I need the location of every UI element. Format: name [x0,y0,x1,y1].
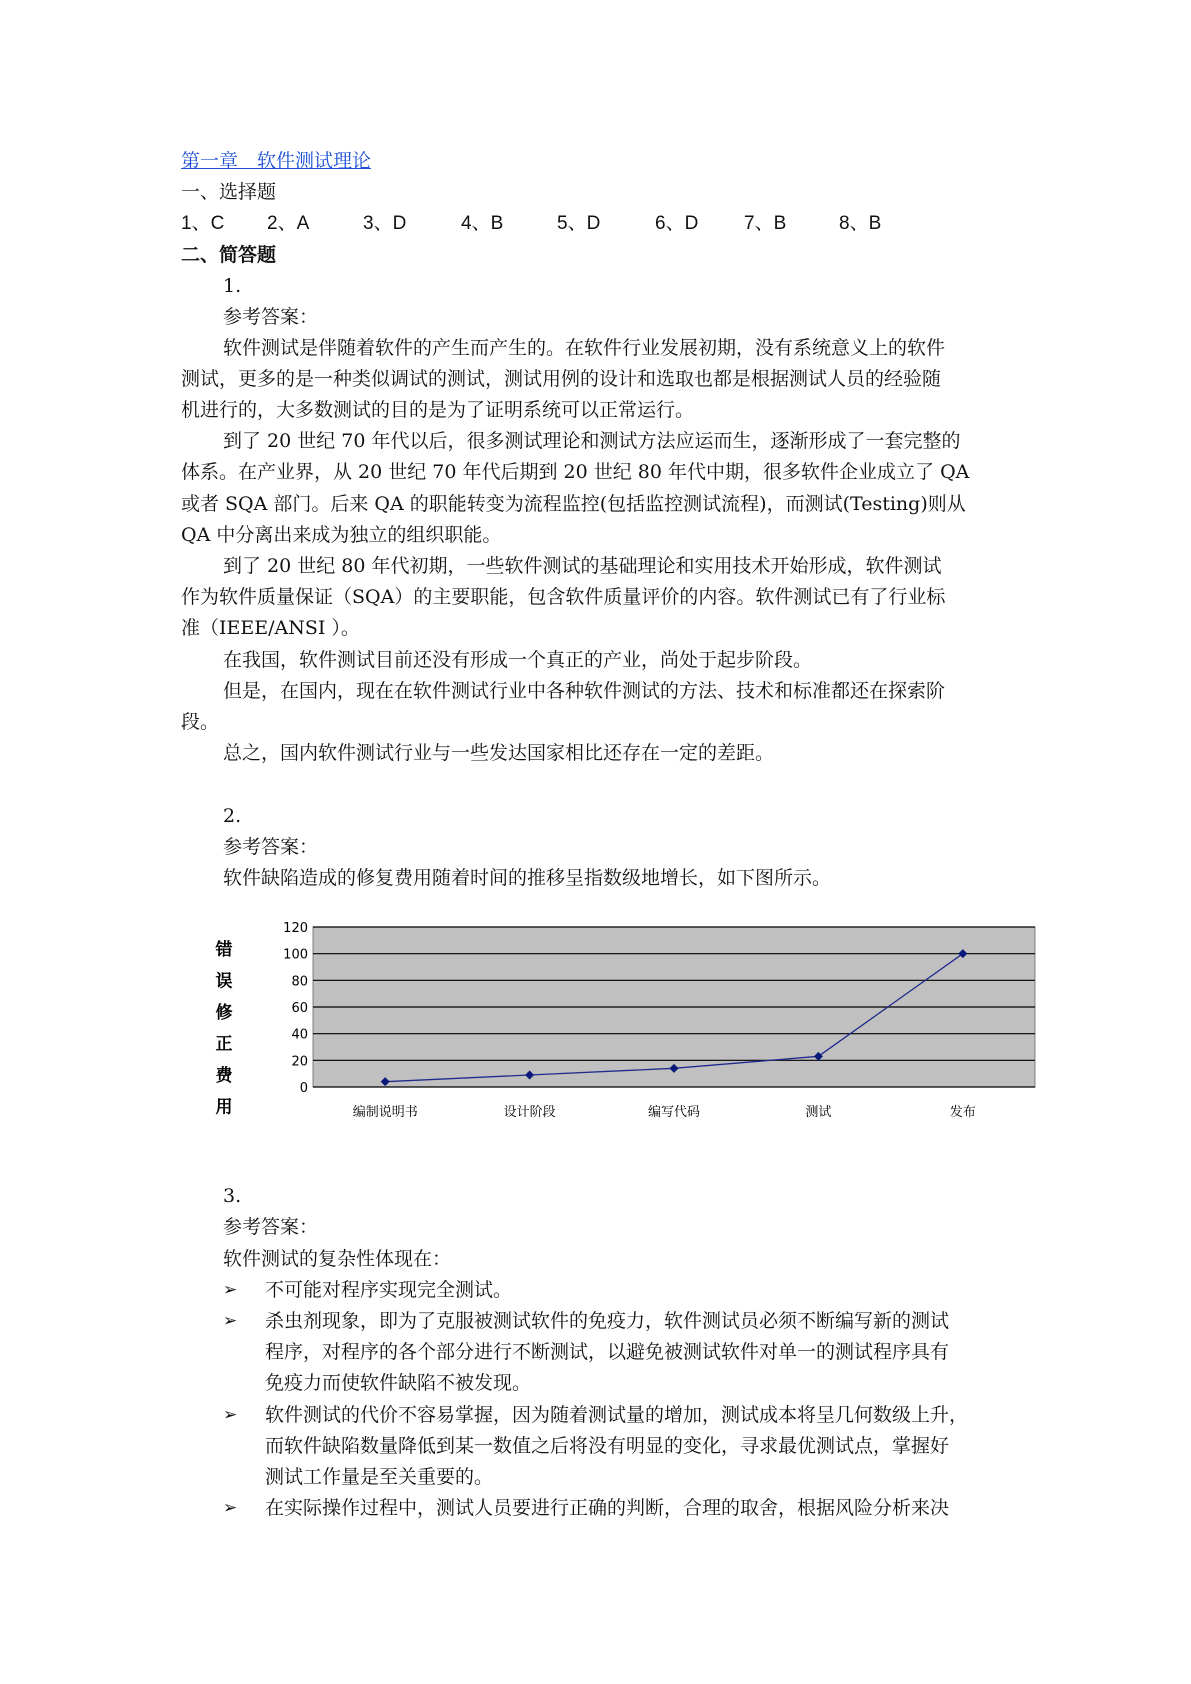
y-axis-label-char: 修 [215,1003,233,1023]
y-tick-label: 40 [291,1027,308,1043]
x-tick-labels [353,1104,976,1120]
q1-line: 作为软件质量保证（SQA）的主要职能，包含软件质量评价的内容。软件测试已有了行业标 [181,586,946,608]
q3-bullet-line: 免疫力而使软件缺陷不被发现。 [265,1372,532,1394]
x-tick-label: 发布 [949,1105,976,1120]
mcq-answer: 2、A [267,213,310,234]
q1-line: 体系。在产业界，从 20 世纪 70 年代后期到 20 世纪 80 年代中期，很多软件企业成立了 QA [181,461,970,483]
q2-number: 2. [223,805,242,827]
arrow-bullet-icon: ➢ [223,1498,238,1518]
mcq-answers-row [181,209,941,239]
y-tick-label: 80 [291,974,308,990]
chapter-title-link[interactable]: 第一章 软件测试理论 [181,150,372,172]
mcq-answer: 6、D [655,213,699,234]
y-tick-label: 0 [299,1081,308,1096]
q3-intro: 软件测试的复杂性体现在： [223,1248,452,1270]
x-tick-label: 编写代码 [647,1105,701,1120]
y-tick-label: 120 [283,921,308,936]
y-axis-label-char: 误 [215,971,233,992]
q2-answer-label: 参考答案： [223,836,319,858]
q1-line: 软件测试是伴随着软件的产生而产生的。在软件行业发展初期，没有系统意义上的软件 [223,337,946,359]
q1-line: 段。 [181,711,220,733]
q2-text: 软件缺陷造成的修复费用随着时间的推移呈指数级地增长，如下图所示。 [223,867,832,889]
mcq-answer: 7、B [744,213,787,234]
q1-line: 准（IEEE/ANSI ）。 [181,617,360,639]
q1-line: 在我国，软件测试目前还没有形成一个真正的产业，尚处于起步阶段。 [223,649,813,671]
y-axis-label [215,939,234,1118]
q3-bullet-line: 测试工作量是至关重要的。 [265,1466,494,1488]
q3-bullet-line: 程序，对程序的各个部分进行不断测试，以避免被测试软件对单一的测试程序具有 [265,1341,950,1363]
q1-line: 测试，更多的是一种类似调试的测试，测试用例的设计和选取也都是根据测试人员的经验随 [181,368,942,390]
y-axis-label-char: 用 [215,1097,233,1118]
y-axis-label-char: 费 [215,1066,233,1086]
q1-number: 1. [223,275,242,297]
arrow-bullet-icon: ➢ [223,1405,238,1425]
arrow-bullet-icon: ➢ [223,1280,238,1300]
q1-line: 总之，国内软件测试行业与一些发达国家相比还存在一定的差距。 [223,742,775,764]
q1-line: 或者 SQA 部门。后来 QA 的职能转变为流程监控(包括监控测试流程)，而测试(Testing)则从 [181,493,966,515]
q1-line: 但是，在国内，现在在软件测试行业中各种软件测试的方法、技术和标准都还在探索阶 [223,680,946,702]
section1-heading: 一、选择题 [181,181,277,203]
x-tick-label: 设计阶段 [503,1105,556,1120]
y-tick-label: 20 [291,1054,308,1070]
mcq-answer: 3、D [363,213,407,234]
y-tick-labels [283,921,308,1096]
repair-cost-chart [210,905,1050,1135]
mcq-answer: 4、B [461,213,504,234]
q1-line: 到了 20 世纪 80 年代初期，一些软件测试的基础理论和实用技术开始形成，软件测试 [223,555,942,577]
y-axis-label-char: 错 [215,940,233,960]
x-tick-label: 测试 [805,1105,832,1120]
q3-bullet-line: 在实际操作过程中，测试人员要进行正确的判断，合理的取舍，根据风险分析来决 [265,1497,950,1519]
mcq-answer: 1、C [181,213,225,234]
q3-number: 3. [223,1185,242,1207]
q3-bullet-line: 软件测试的代价不容易掌握，因为随着测试量的增加，测试成本将呈几何数级上升， [265,1404,969,1426]
arrow-bullet-icon: ➢ [223,1311,238,1331]
q3-answer-label: 参考答案： [223,1216,319,1238]
q3-bullet-line: 而软件缺陷数量降低到某一数值之后将没有明显的变化，寻求最优测试点，掌握好 [265,1435,950,1457]
q3-bullet-line: 杀虫剂现象，即为了克服被测试软件的免疫力，软件测试员必须不断编写新的测试 [265,1310,950,1332]
y-tick-label: 100 [283,947,308,963]
x-tick-label: 编制说明书 [352,1105,418,1120]
q1-answer-label: 参考答案： [223,306,319,328]
mcq-answer: 8、B [839,213,882,234]
q1-line: 到了 20 世纪 70 年代以后，很多测试理论和测试方法应运而生，逐渐形成了一套完整的 [223,430,961,452]
section2-heading: 二、简答题 [181,244,277,266]
q3-bullet-line: 不可能对程序实现完全测试。 [265,1279,513,1301]
q1-line: 机进行的，大多数测试的目的是为了证明系统可以正常运行。 [181,399,695,421]
y-axis-label-char: 正 [215,1034,233,1055]
q1-line: QA 中分离出来成为独立的组织职能。 [181,524,502,546]
y-tick-label: 60 [291,1001,308,1016]
mcq-answer: 5、D [557,213,601,234]
